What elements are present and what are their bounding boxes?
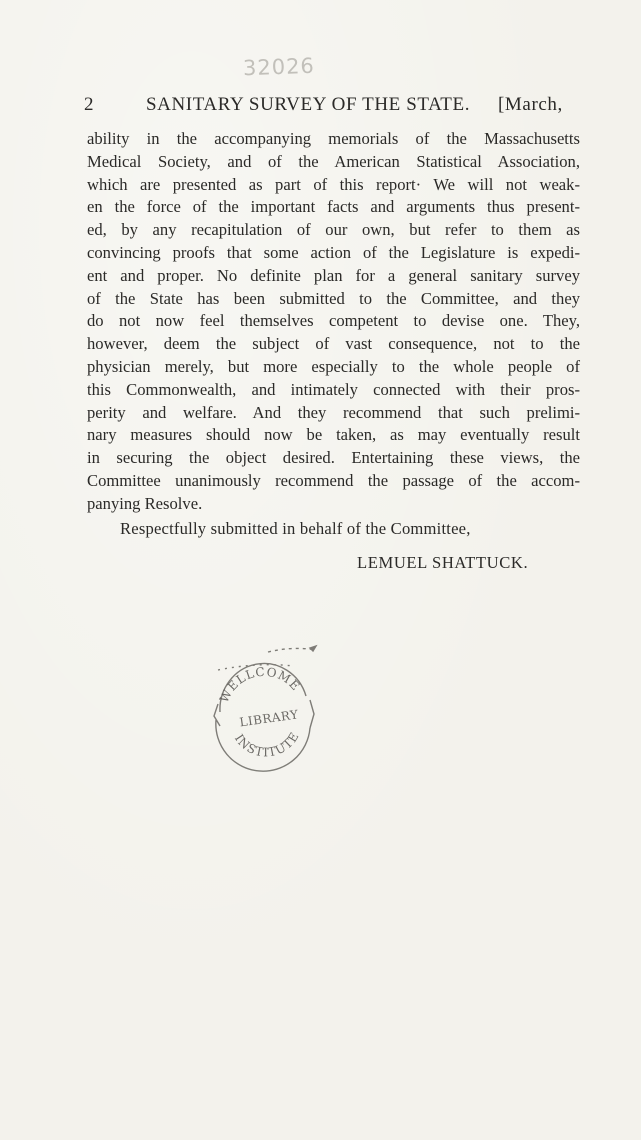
svg-text:LIBRARY: LIBRARY: [238, 707, 300, 730]
text-line: perity and welfare. And they recommend that such prelimi-: [87, 402, 580, 422]
page-number: 2: [84, 94, 95, 115]
running-head: [84, 94, 584, 122]
text-line: convincing proofs that some action of the Legislature is expedi-: [87, 242, 580, 262]
text-line: ent and proper. No definite plan for a general sanitary survey: [87, 265, 580, 285]
svg-text:WELLCOME: WELLCOME: [216, 664, 304, 705]
running-title: SANITARY SURVEY OF THE STATE.: [146, 94, 471, 115]
text-line: this Commonwealth, and intimately connected with their pros-: [87, 379, 580, 399]
running-month: [March,: [498, 94, 563, 115]
text-line: en the force of the important facts and arguments thus present-: [87, 197, 580, 217]
text-line: nary measures should now be taken, as may eventually result: [87, 425, 580, 445]
svg-text:INSTITUTE: INSTITUTE: [231, 729, 302, 760]
text-line: Committee unanimously recommend the passage of the accom-: [87, 470, 580, 490]
text-line: which are presented as part of this report· We will not weak-: [87, 174, 580, 194]
text-line: however, deem the subject of vast consequence, not to the: [87, 334, 580, 354]
text-line: of the State has been submitted to the Committee, and they: [87, 288, 580, 308]
text-line: do not now feel themselves competent to devise one. They,: [87, 311, 580, 331]
text-line: physician merely, but more especially to the whole people of: [87, 356, 580, 376]
text-line: panying Resolve.: [87, 493, 203, 513]
closing-line: Respectfully submitted in behalf of the Committee,: [120, 519, 471, 538]
signature: LEMUEL SHATTUCK.: [357, 553, 529, 572]
text-line: in securing the object desired. Entertaining these views, the: [87, 448, 580, 468]
text-line: ability in the accompanying memorials of the Massachusetts: [87, 129, 580, 148]
shelfmark-annotation: 32026: [242, 53, 316, 81]
text-line: Medical Society, and of the American Statistical Association,: [87, 151, 580, 171]
text-line: ed, by any recapitulation of our own, but refer to them as: [87, 220, 580, 240]
body-paragraph: [87, 128, 580, 516]
library-stamp: [198, 640, 328, 780]
